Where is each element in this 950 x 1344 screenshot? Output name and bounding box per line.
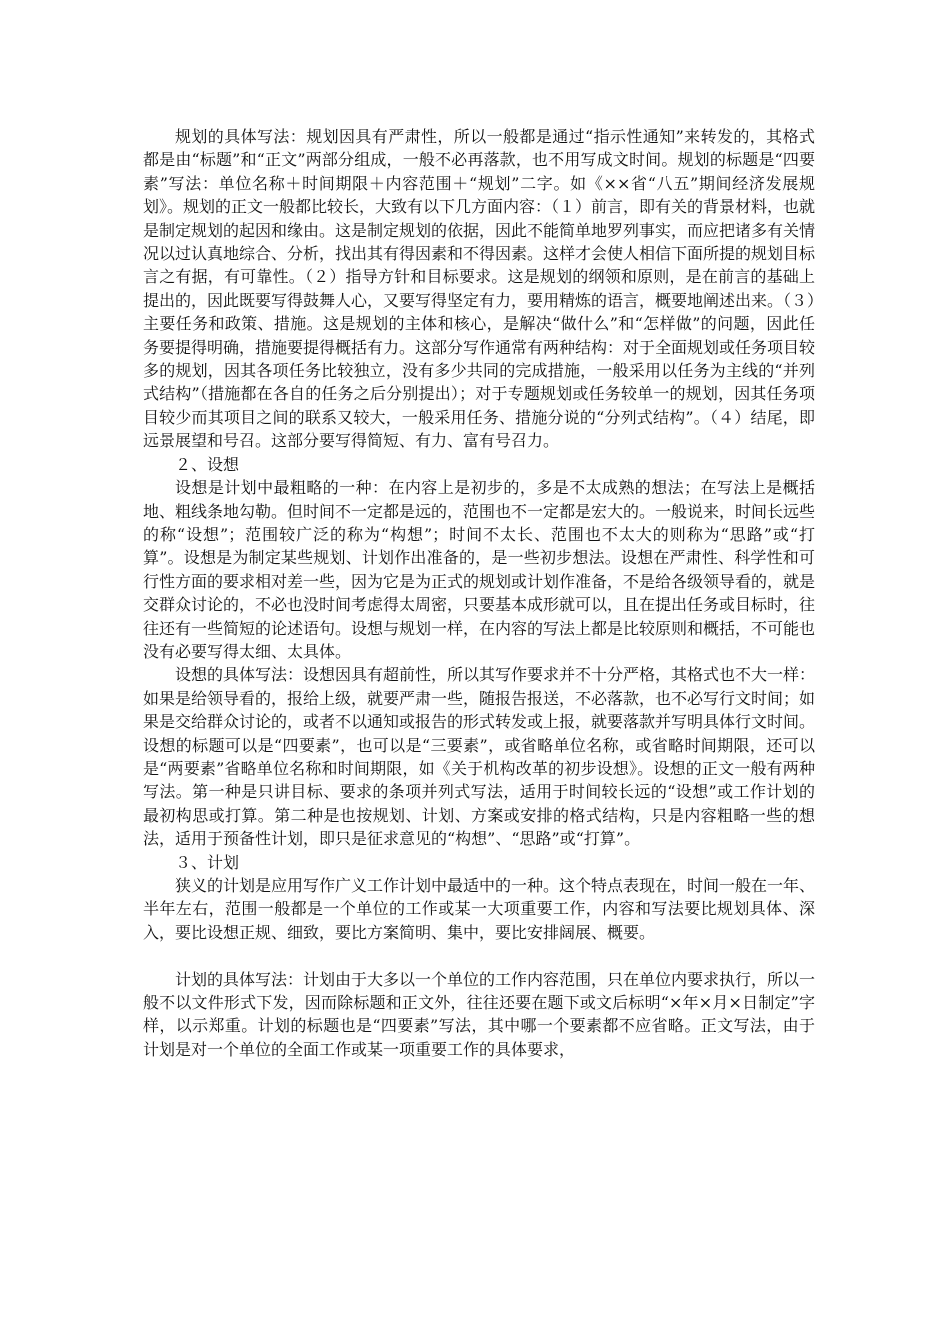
section-heading-plan: ３、计划 bbox=[175, 852, 240, 872]
document-body bbox=[143, 125, 815, 1061]
paragraph-planning-writing: 规划的具体写法：规划因具有严肃性，所以一般都是通过“指示性通知”来转发的，其格式都是由“标题”和“正文”两部分组成，一般不必再落款，也不用写成文时间。规划的标题是“四要素”写法：单位名称＋时间期限＋内容范围＋“规划”二字。如《××省“八五”期间经济发展规划》。规划的正文一般都比较长，大致有以下几方面内容：（１）前言，即有关的背景材料，也就是制定规划的起因和缘由。这是制定规划的依据，因此不能简单地罗列事实，而应把诸多有关情况以过认真地综合、分析，找出其有得因素和不得因素。这样才会使人相信下面所提的规划目标言之有据，有可靠性。（２）指导方针和目标要求。这是规划的纲领和原则，是在前言的基础上提出的，因此既要写得鼓舞人心，又要写得坚定有力，要用精炼的语言，概要地阐述出来。（３）主要任务和政策、措施。这是规划的主体和核心，是解决“做什么”和“怎样做”的问题，因此任务要提得明确，措施要提得概括有力。这部分写作通常有两种结构：对于全面规划或任务项目较多的规划，因其各项任务比较独立，没有多少共同的完成措施，一般采用以任务为主线的“并列式结构”（措施都在各自的任务之后分别提出）；对于专题规划或任务较单一的规划，因其任务项目较少而其项目之间的联系又较大，一般采用任务、措施分说的“分列式结构”。（４）结尾，即远景展望和号召。这部分要写得简短、有力、富有号召力。 bbox=[143, 127, 816, 451]
paragraph-plan-definition: 狭义的计划是应用写作广义工作计划中最适中的一种。这个特点表现在，时间一般在一年、半年左右，范围一般都是一个单位的工作或某一大项重要工作，内容和写法要比规划具体、深入，要比设想正规、细致，要比方案简明、集中，要比安排阔展、概要。 bbox=[143, 876, 816, 942]
paragraph-plan-writing: 计划的具体写法：计划由于大多以一个单位的工作内容范围，只在单位内要求执行，所以一般不以文件形式下发，因而除标题和正文外，往往还要在题下或文后标明“×年×月×日制定”字样，以示郑重。计划的标题也是“四要素”写法，其中哪一个要素都不应省略。正文写法，由于计划是对一个单位的全面工作或某一项重要工作的具体要求， bbox=[143, 969, 816, 1059]
paragraph-assumption-definition: 设想是计划中最粗略的一种：在内容上是初步的，多是不太成熟的想法；在写法上是概括地、粗线条地勾勒。但时间不一定都是远的，范围也不一定都是宏大的。一般说来，时间长远些的称“设想”；范围较广泛的称为“构想”；时间不太长、范围也不太大的则称为“思路”或“打算”。设想是为制定某些规划、计划作出准备的，是一些初步想法。设想在严肃性、科学性和可行性方面的要求相对差一些，因为它是为正式的规划或计划作准备，不是给各级领导看的，就是交群众讨论的，不必也没时间考虑得太周密，只要基本成形就可以，且在提出任务或目标时，往往还有一些简短的论述语句。设想与规划一样，在内容的写法上都是比较原则和概括，不可能也没有必要写得太细、太具体。 bbox=[143, 478, 816, 661]
section-heading-assumption: ２、设想 bbox=[175, 454, 240, 474]
paragraph-spacer bbox=[143, 944, 815, 967]
paragraph-assumption-writing: 设想的具体写法：设想因具有超前性，所以其写作要求并不十分严格，其格式也不大一样：如果是给领导看的，报给上级，就要严肃一些，随报告报送，不必落款，也不必写行文时间；如果是交给群众讨论的，或者不以通知或报告的形式转发或上报，就要落款并写明具体行文时间。设想的标题可以是“四要素”，也可以是“三要素”，或省略单位名称，或省略时间期限，还可以是“两要素”省略单位名称和时间期限，如《关于机构改革的初步设想》。设想的正文一般有两种写法。第一种是只讲目标、要求的条项并列式写法，适用于时间较长远的“设想”或工作计划的最初构思或打算。第二种是也按规划、计划、方案或安排的格式结构，只是内容粗略一些的想法，适用于预备性计划，即只是征求意见的“构想”、“思路”或“打算”。 bbox=[143, 665, 816, 849]
